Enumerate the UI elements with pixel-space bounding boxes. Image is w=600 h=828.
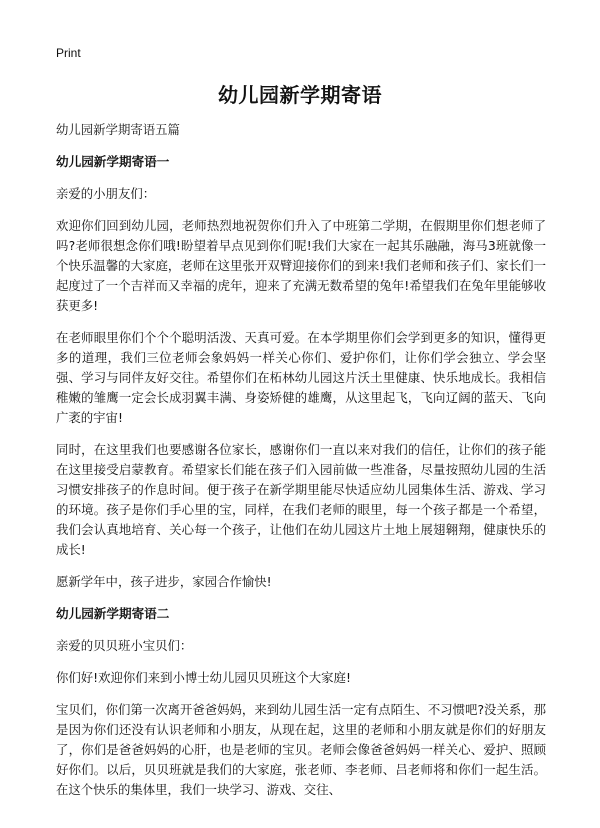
- body-paragraph: 同时，在这里我们也要感谢各位家长，感谢你们一直以来对我们的信任，让你们的孩子能在这里接受启蒙教育。希望家长们能在孩子们入园前做一些准备，尽量按照幼儿园的生活习惯安排孩子的作息时间。便于孩子在新学期里能尽快适应幼儿园集体生活、游戏、学习的环境。孩子是你们手心里的宝，同样，在我们老师的眼里，每一个孩子都是一个希望，我们会认真地培育、关心每一个孩子，让他们在幼儿园这片土地上展翅翱翔，健康快乐的成长!: [56, 442, 546, 557]
- section-heading-1: 幼儿园新学期寄语一: [56, 154, 170, 169]
- document-title: 幼儿园新学期寄语: [218, 83, 382, 107]
- greeting-paragraph: 亲爱的小朋友们：: [56, 186, 156, 201]
- body-paragraph: 宝贝们，你们第一次离开爸爸妈妈，来到幼儿园生活一定有点陌生、不习惯吧?没关系，那是因为你们还没有认识老师和小朋友，从现在起，这里的老师和小朋友就是你们的好朋友了，你们是爸爸妈妈的心肝，也是老师的宝贝。老师会像爸爸妈妈一样关心、爱护、照顾好你们。以后，贝贝班就是我们的大家庭，张老师、李老师、吕老师将和你们一起生活。在这个快乐的集体里，我们一块学习、游戏、交往、: [56, 702, 546, 797]
- print-link[interactable]: Print: [56, 46, 81, 60]
- section-heading-2: 幼儿园新学期寄语二: [56, 606, 170, 621]
- body-paragraph: 你们好!欢迎你们来到小博士幼儿园贝贝班这个大家庭!: [56, 670, 351, 685]
- document-body: [56, 120, 546, 812]
- body-paragraph: 欢迎你们回到幼儿园，老师热烈地祝贺你们升入了中班第二学期，在假期里你们想老师了吗?老师很想念你们哦!盼望着早点见到你们呢!我们大家在一起其乐融融，海马3班就像一个快乐温馨的大家庭，老师在这里张开双臂迎接你们的到来!我们老师和孩子们、家长们一起度过了一个吉祥而又幸福的虎年，迎来了充满无数希望的兔年!希望我们在兔年里能够收获更多!: [56, 218, 546, 313]
- document-subtitle: 幼儿园新学期寄语五篇: [56, 122, 180, 137]
- body-paragraph: 在老师眼里你们个个个聪明活泼、天真可爱。在本学期里你们会学到更多的知识，懂得更多的道理，我们三位老师会象妈妈一样关心你们、爱护你们，让你们学会独立、学会坚强、学习与同伴友好交往。希望你们在柘林幼儿园这片沃土里健康、快乐地成长。我相信稚嫩的雏鹰一定会长成羽翼丰满、身姿矫健的雄鹰，从这里起飞，飞向辽阔的蓝天、飞向广袤的宇宙!: [56, 330, 546, 425]
- greeting-paragraph: 亲爱的贝贝班小宝贝们：: [56, 638, 193, 653]
- closing-paragraph: 愿新学年中，孩子进步，家园合作愉快!: [56, 574, 272, 589]
